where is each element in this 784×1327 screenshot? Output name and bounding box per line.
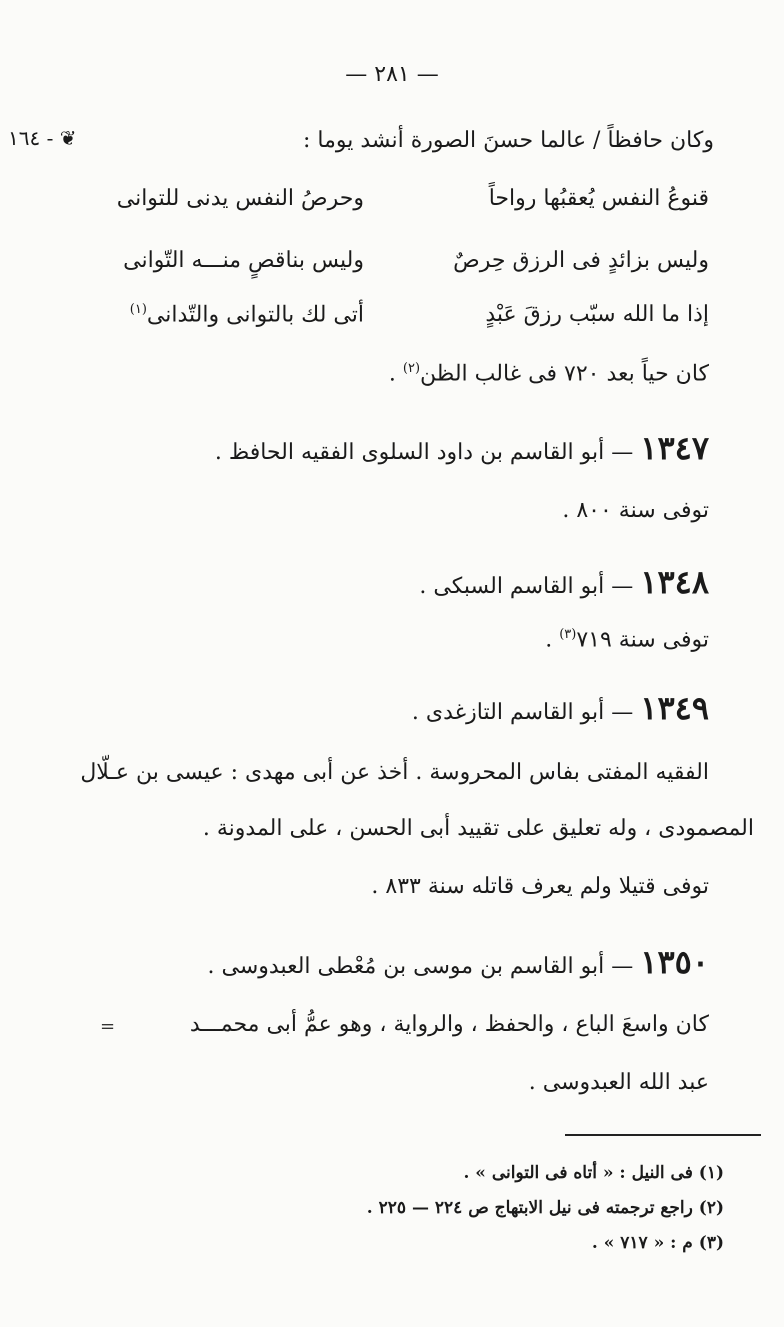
intro-line: وكان حافظاً / عالما حسنَ الصورة أنشد يوما : <box>302 128 714 153</box>
poem-hemistich-1b: وحرصُ النفس يدنى للتوانى <box>116 186 364 211</box>
entry-title: — أبو القاسم السبكى . <box>419 574 634 599</box>
entry-body-line <box>545 628 709 651</box>
entry-heading-1349 <box>411 689 709 727</box>
entry-number: ١٣٤٨ <box>640 563 709 601</box>
entry-heading-1347 <box>214 429 709 467</box>
after-poem-end: . <box>388 361 396 387</box>
entry-title: — أبو القاسم التازغدى . <box>411 700 634 725</box>
footnote-divider <box>565 1134 761 1136</box>
after-poem-text: كان حياً بعد ٧٢٠ فى غالب الظن <box>420 361 709 387</box>
entry-body-line: توفى قتيلا ولم يعرف قاتله سنة ٨٣٣ . <box>371 874 709 899</box>
entry-body-line: توفى سنة ٨٠٠ . <box>562 498 709 523</box>
margin-reference: ١٦٤ - ❦ <box>8 126 77 150</box>
continuation-mark: = <box>100 1016 116 1037</box>
poem-hemistich-2a: وليس بزائدٍ فى الرزق حِرصٌ <box>453 248 709 273</box>
entry-title: — أبو القاسم بن داود السلوى الفقيه الحافظ . <box>214 440 634 465</box>
poem-hemistich-1a: قنوعُ النفس يُعقبُها رواحاً <box>488 186 709 211</box>
after-poem-line <box>389 362 709 385</box>
footnote-ref-1: (١) <box>129 302 147 317</box>
entry-number: ١٣٤٧ <box>640 429 709 467</box>
entry-body-line: عبد الله العبدوسى . <box>528 1070 709 1095</box>
footnote-2: (٢) راجع ترجمته فى نيل الابتهاج ص ٢٢٤ — ٢٢٥ . <box>366 1198 724 1218</box>
footnote-1: (١) فى النيل : « أتاه فى التوانى » . <box>463 1163 724 1183</box>
entry-number: ١٣٥٠ <box>640 943 709 981</box>
footnote-3: (٣) م : « ٧١٧ » . <box>591 1233 724 1253</box>
entry-heading-1348 <box>419 563 709 601</box>
poem-hemistich-3b-text: أتى لك بالتوانى والتّدانى <box>146 302 364 328</box>
entry-number: ١٣٤٩ <box>640 689 709 727</box>
page-number: — ٢٨١ — <box>345 62 439 87</box>
poem-hemistich-3a: إذا ما الله سبّب رزقَ عَبْدٍ <box>485 302 709 327</box>
poem-hemistich-3b <box>130 302 364 327</box>
entry-body-line: الفقيه المفتى بفاس المحروسة . أخذ عن أبى مهدى : عيسى بن عـلّال <box>80 760 709 785</box>
entry-body-text: توفى سنة ٧١٩ <box>576 627 709 653</box>
entry-body-end: . <box>545 627 553 653</box>
poem-hemistich-2b: وليس بناقصٍ منـــه التّوانى <box>123 248 364 273</box>
entry-title: — أبو القاسم بن موسى بن مُعْطى العبدوسى . <box>207 954 634 979</box>
entry-body-line: كان واسعَ الباع ، والحفظ ، والرواية ، وهو عمُّ أبى محمـــد <box>189 1012 709 1037</box>
entry-body-line: المصمودى ، وله تعليق على تقييد أبى الحسن ، على المدونة . <box>202 816 754 841</box>
footnote-ref-2: (٢) <box>402 361 421 376</box>
entry-heading-1350 <box>207 943 709 981</box>
footnote-ref-3: (٣) <box>559 627 577 642</box>
